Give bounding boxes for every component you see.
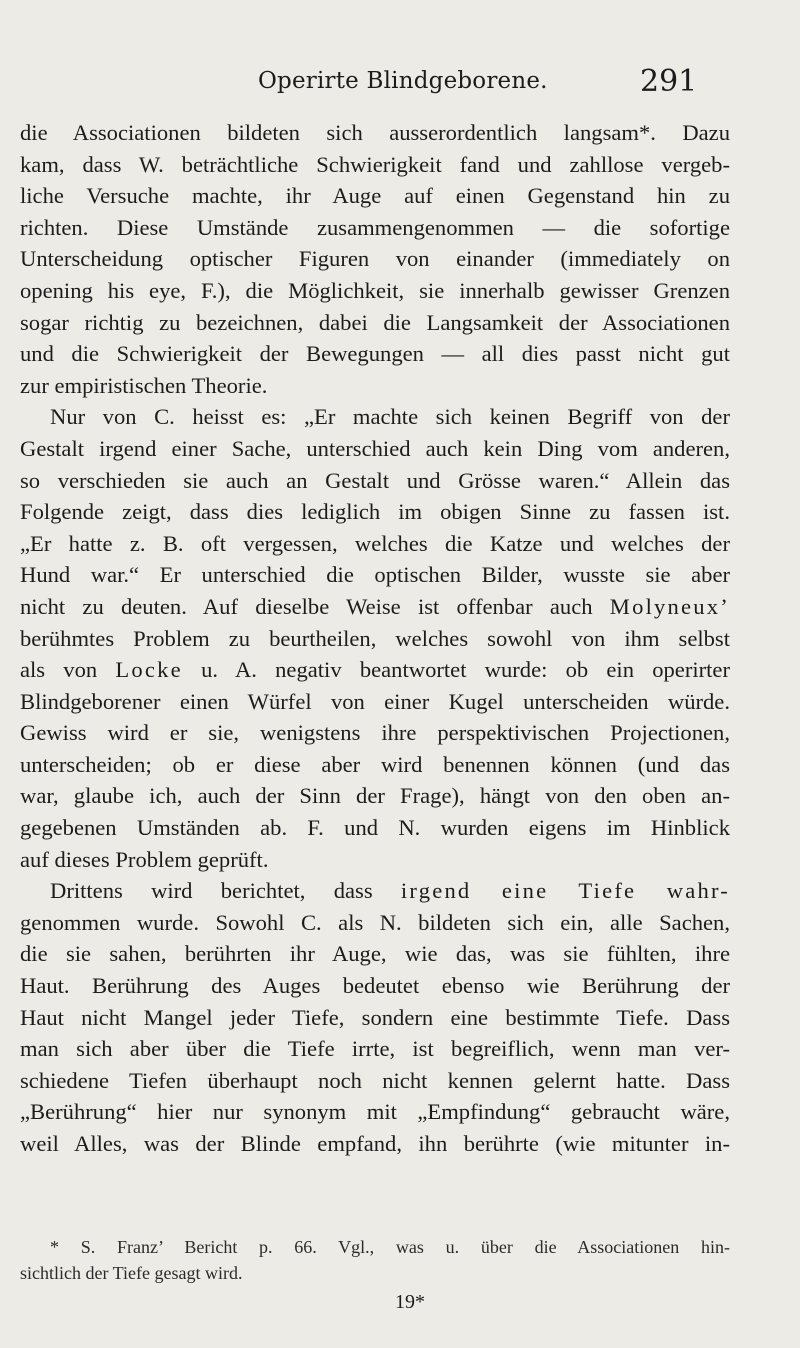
text-line: liche Versuche machte, ihr Auge auf einen Gegenstand hin zu [20, 183, 730, 209]
line-segment: als von [20, 657, 98, 683]
text-line: Haut. Berührung des Auges bedeutet ebenso wie Berührung der [20, 973, 730, 999]
text-line: „Er hatte z. B. oft vergessen, welches die Katze und welches der [20, 530, 730, 556]
text-line [20, 875, 730, 907]
text-line: und die Schwierigkeit der Bewegungen — all dies passt nicht gut [20, 341, 730, 367]
text-line: so verschieden sie auch an Gestalt und Grösse waren.“ Allein das [20, 467, 730, 493]
text-line: schiedene Tiefen überhaupt noch nicht kennen gelernt hatte. Dass [20, 1067, 730, 1093]
text-line: unterscheiden; ob er diese aber wird benennen können (und das [20, 751, 730, 777]
spaced-name-locke: Locke [115, 657, 183, 683]
text-line: „Berührung“ hier nur synonym mit „Empfindung“ gebraucht wäre, [20, 1099, 730, 1125]
text-line: Folgende zeigt, dass dies lediglich im obigen Sinne zu fassen ist. [20, 499, 730, 525]
text-line: zur empiristischen Theorie. [20, 372, 268, 398]
text-line: Hund war.“ Er unterschied die optischen Bilder, wusste sie aber [20, 562, 730, 588]
signature-mark: 19* [395, 1291, 425, 1313]
text-line: Unterscheidung optischer Figuren von einander (immediately on [20, 246, 730, 272]
footnote-line: sichtlich der Tiefe gesagt wird. [20, 1263, 243, 1283]
text-line: sogar richtig zu bezeichnen, dabei die Langsamkeit der Associationen [20, 309, 730, 335]
text-line: Gestalt irgend einer Sache, unterschied auch kein Ding vom anderen, [20, 435, 730, 461]
text-line: auf dieses Problem geprüft. [20, 846, 269, 872]
text-line: war, glaube ich, auch der Sinn der Frage), hängt von den oben an- [20, 783, 730, 809]
footnote [20, 1234, 730, 1286]
spaced-name-molyneux: Molyneux’ [609, 593, 730, 619]
text-line: weil Alles, was der Blinde empfand, ihn berührte (wie mitunter in- [20, 1131, 730, 1156]
line-segment: Drittens wird berichtet, dass [50, 878, 373, 904]
text-line: Haut nicht Mangel jeder Tiefe, sondern eine bestimmte Tiefe. Dass [20, 1004, 730, 1030]
text-line: Gewiss wird er sie, wenigstens ihre perspektivischen Projectionen, [20, 720, 730, 746]
text-line: die Associationen bildeten sich ausserordentlich langsam*. Dazu [20, 120, 730, 145]
line-segment: nicht zu deuten. Auf dieselbe Weise ist offenbar auch [20, 593, 593, 619]
page-header [0, 66, 800, 106]
page-number: 291 [640, 64, 698, 99]
body-text [20, 117, 730, 1160]
text-line: richten. Diese Umstände zusammengenommen — die sofortige [20, 214, 730, 240]
text-line: genommen wurde. Sowohl C. als N. bildeten sich ein, alle Sachen, [20, 909, 730, 935]
line-segment: u. A. negativ beantwortet wurde: ob ein operirter [201, 657, 730, 683]
running-title: Operirte Blindgeborene. [258, 68, 548, 94]
spaced-phrase-tiefe: irgend eine Tiefe wahr- [400, 878, 730, 904]
text-line [20, 654, 730, 686]
text-line [20, 591, 730, 623]
text-line: opening his eye, F.), die Möglichkeit, sie innerhalb gewisser Grenzen [20, 277, 730, 303]
text-line: gegebenen Umständen ab. F. und N. wurden eigens im Hinblick [20, 815, 730, 841]
footnote-line: * S. Franz’ Bericht p. 66. Vgl., was u. über die Associationen hin- [50, 1237, 730, 1257]
text-line: berühmtes Problem zu beurtheilen, welches sowohl von ihm selbst [20, 625, 730, 651]
text-line: Nur von C. heisst es: „Er machte sich keinen Begriff von der [50, 404, 730, 430]
text-line: kam, dass W. beträchtliche Schwierigkeit fand und zahllose vergeb- [20, 151, 730, 177]
text-line: die sie sahen, berührten ihr Auge, wie das, was sie fühlten, ihre [20, 941, 730, 967]
text-line: Blindgeborener einen Würfel von einer Kugel unterscheiden würde. [20, 688, 730, 714]
text-line: man sich aber über die Tiefe irrte, ist begreiflich, wenn man ver- [20, 1036, 730, 1062]
